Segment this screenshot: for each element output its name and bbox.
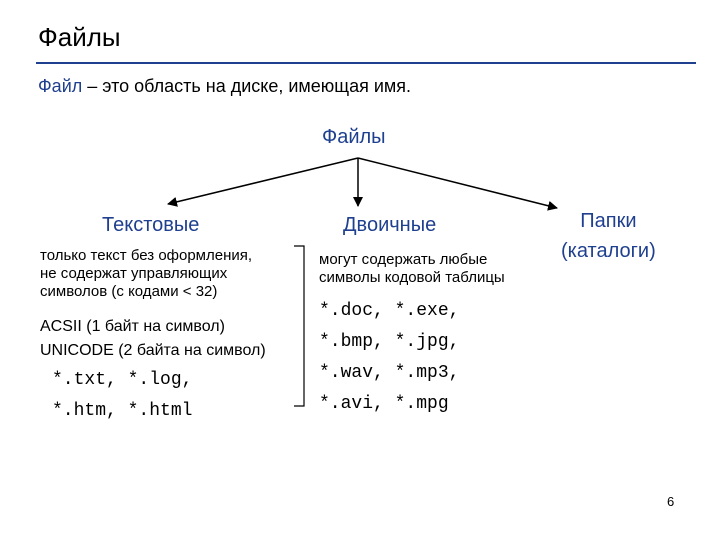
text-bracket — [294, 246, 304, 406]
binary-files-description: могут содержать любые символы кодовой таблицы — [319, 251, 505, 286]
slide-title: Файлы — [38, 22, 121, 52]
binary-files-extensions: *.doc, *.exe, *.bmp, *.jpg, *.wav, *.mp3, *.avi, *.mpg — [319, 301, 460, 414]
text-files-extensions: *.txt, *.log, *.htm, *.html — [52, 370, 193, 421]
folders-heading: Папки (каталоги) — [561, 210, 656, 262]
definition-text: – это область на диске, имеющая имя. — [82, 76, 412, 96]
arrow-to-folders — [358, 158, 557, 208]
page-number: 6 — [667, 494, 675, 509]
binary-files-heading: Двоичные — [343, 214, 437, 236]
text-files-heading: Текстовые — [102, 214, 200, 236]
text-files-unicode: UNICODE (2 байта на символ) — [40, 342, 266, 359]
arrow-to-text — [168, 158, 358, 204]
text-files-description: только текст без оформления, не содержат управляющих символов (с кодами < 32) — [40, 247, 253, 300]
tree-root-label: Файлы — [322, 126, 386, 148]
text-files-ascii: ACSII (1 байт на символ) — [40, 318, 225, 335]
definition-term: Файл — [38, 76, 83, 96]
